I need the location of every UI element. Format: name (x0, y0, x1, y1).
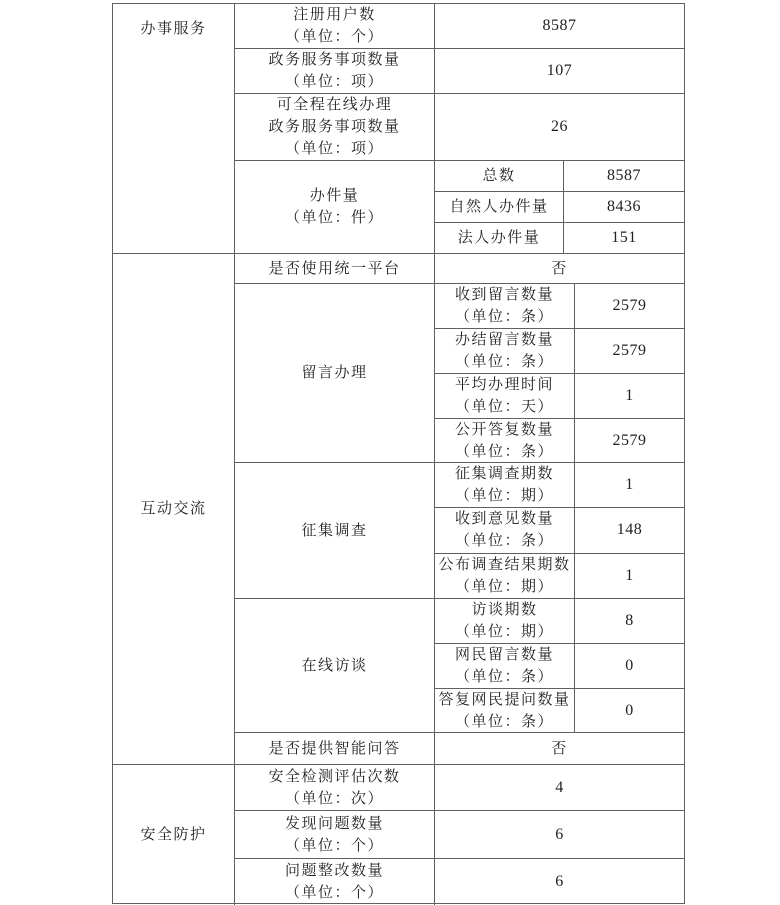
section-interaction (113, 254, 684, 765)
section-service (113, 4, 684, 254)
section-security-body (235, 765, 684, 905)
label-line: 问题整改数量 (284, 863, 384, 879)
category-label-interaction: 互动交流 (140, 501, 207, 517)
label-line: 办结留言数量 (454, 332, 554, 348)
label-line: 安全检测评估次数 (268, 768, 401, 785)
value-registered-users: 8587 (542, 17, 577, 34)
subvalue-question-replies: 0 (625, 702, 634, 719)
label-line: 政务服务事项数量 (268, 52, 401, 68)
value-unified-platform: 否 (551, 260, 568, 277)
label-full-online-items (235, 94, 435, 160)
label-line: 网民留言数量 (454, 647, 554, 663)
row-problems-found (235, 811, 684, 859)
row-security-assessments (235, 765, 684, 811)
subvalue-avg-handling-time: 1 (625, 387, 634, 404)
sublabel-interview-periods (435, 599, 575, 643)
label-line: （单位：条） (454, 354, 554, 370)
case-volume-subrows (435, 161, 684, 253)
category-label-security: 安全防护 (140, 827, 207, 843)
row-case-volume (235, 161, 684, 253)
label-line: 公开答复数量 (454, 422, 554, 438)
sublabel-case-natural: 自然人办件量 (435, 192, 564, 222)
label-line: 可全程在线办理 (276, 97, 393, 113)
subvalue-messages-completed: 2579 (612, 342, 647, 359)
category-label-service: 办事服务 (140, 21, 207, 37)
sublabel-public-replies (435, 419, 575, 463)
sublabel-avg-handling-time (435, 374, 575, 418)
label-security-assessments (235, 765, 435, 810)
label-line: 发现问题数量 (284, 815, 384, 832)
subrow-netizen-messages (435, 644, 684, 689)
row-full-online-items (235, 94, 684, 161)
label-line: （单位：期） (454, 488, 554, 505)
value-problems-found: 6 (555, 825, 564, 843)
label-gov-service-items (235, 49, 435, 93)
label-line: 公布调查结果期数 (438, 556, 571, 573)
label-registered-users (235, 4, 435, 48)
subvalue-netizen-messages: 0 (625, 657, 634, 674)
label-line: 答复网民提问数量 (438, 692, 571, 708)
subrow-survey-results (435, 554, 684, 598)
row-unified-platform (235, 254, 684, 284)
label-line: （单位：个） (284, 885, 384, 901)
label-line: （单位：期） (454, 578, 554, 595)
label-line: （单位：个） (284, 837, 384, 854)
label-problems-found (235, 811, 435, 858)
row-problems-fixed (235, 859, 684, 905)
label-line: （单位：条） (454, 714, 554, 730)
label-line: 注册用户数 (293, 7, 376, 23)
label-line: 政务服务事项数量 (268, 119, 401, 135)
row-gov-service-items (235, 49, 684, 94)
label-line: （单位：期） (454, 624, 554, 640)
subrow-survey-periods (435, 463, 684, 508)
subrow-case-legal (435, 223, 684, 253)
section-service-body (235, 4, 684, 253)
message-handling-subrows (435, 284, 684, 462)
subrow-question-replies (435, 689, 684, 733)
subvalue-survey-opinions: 148 (616, 521, 643, 539)
subvalue-interview-periods: 8 (625, 612, 634, 629)
value-smart-qa: 否 (551, 740, 568, 757)
label-line: 平均办理时间 (454, 377, 554, 393)
label-line: （单位：条） (454, 533, 554, 550)
label-line: （单位：天） (454, 399, 554, 415)
subrow-messages-received (435, 284, 684, 329)
label-smart-qa: 是否提供智能问答 (235, 733, 435, 764)
label-message-handling: 留言办理 (235, 284, 435, 462)
label-problems-fixed (235, 859, 435, 905)
label-line: （单位：条） (454, 669, 554, 685)
label-line: （单位：项） (284, 141, 384, 157)
sublabel-netizen-messages (435, 644, 575, 688)
sublabel-survey-results (435, 554, 575, 598)
category-cell-security (113, 765, 235, 905)
label-line: （单位：件） (284, 210, 384, 226)
subrow-public-replies (435, 419, 684, 463)
label-line: 收到意见数量 (454, 511, 554, 528)
sublabel-messages-completed (435, 329, 575, 373)
label-line: 收到留言数量 (454, 287, 554, 303)
sublabel-survey-periods (435, 463, 575, 507)
row-survey (235, 463, 684, 599)
subrow-interview-periods (435, 599, 684, 644)
subvalue-case-legal: 151 (611, 229, 637, 246)
sublabel-case-legal: 法人办件量 (435, 223, 564, 253)
sublabel-messages-received (435, 284, 575, 328)
row-message-handling (235, 284, 684, 463)
category-cell-service (113, 4, 235, 253)
subvalue-survey-results: 1 (625, 566, 634, 584)
value-problems-fixed: 6 (555, 873, 564, 890)
label-line: 征集调查期数 (454, 466, 554, 483)
subrow-survey-opinions (435, 508, 684, 553)
sublabel-question-replies (435, 689, 575, 733)
subrow-messages-completed (435, 329, 684, 374)
value-gov-service-items: 107 (546, 62, 573, 79)
label-unified-platform: 是否使用统一平台 (235, 254, 435, 283)
subrow-avg-handling-time (435, 374, 684, 419)
survey-subrows (435, 463, 684, 598)
subvalue-case-natural: 8436 (607, 198, 641, 215)
section-security (113, 765, 684, 905)
label-line: 访谈期数 (471, 602, 538, 618)
label-line: （单位：次） (284, 790, 384, 807)
subvalue-public-replies: 2579 (612, 432, 647, 449)
row-smart-qa (235, 733, 684, 764)
label-line: （单位：条） (454, 444, 554, 460)
label-case-volume (235, 161, 435, 253)
category-cell-interaction (113, 254, 235, 764)
label-line: （单位：条） (454, 309, 554, 325)
section-interaction-body (235, 254, 684, 764)
label-interview: 在线访谈 (235, 599, 435, 732)
sublabel-survey-opinions (435, 508, 575, 552)
subrow-case-total (435, 161, 684, 192)
subvalue-case-total: 8587 (607, 167, 641, 184)
label-line: 办件量 (309, 188, 360, 204)
report-table (112, 3, 685, 904)
subrow-case-natural (435, 192, 684, 223)
row-interview (235, 599, 684, 733)
subvalue-messages-received: 2579 (612, 297, 647, 314)
label-line: （单位：个） (284, 29, 384, 45)
value-full-online-items: 26 (551, 118, 568, 135)
label-line: （单位：项） (284, 74, 384, 90)
subvalue-survey-periods: 1 (625, 476, 634, 494)
row-registered-users (235, 4, 684, 49)
label-survey: 征集调查 (235, 463, 435, 598)
interview-subrows (435, 599, 684, 732)
value-security-assessments: 4 (555, 778, 564, 796)
sublabel-case-total: 总数 (435, 161, 564, 191)
